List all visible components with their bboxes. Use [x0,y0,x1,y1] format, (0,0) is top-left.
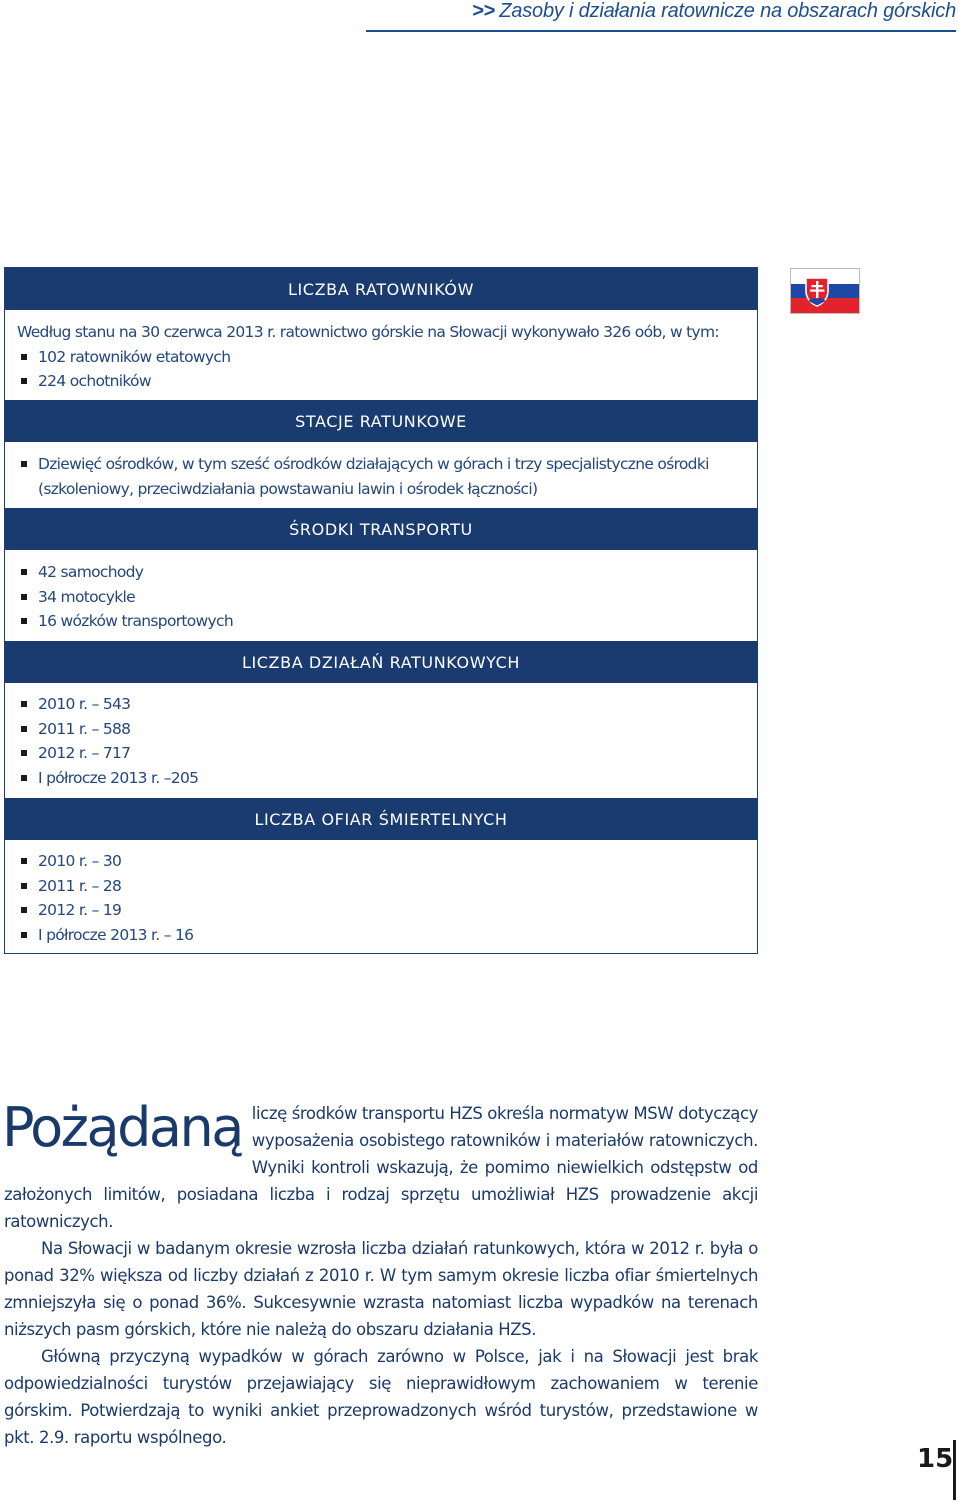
paragraph-2: Na Słowacji w badanym okresie wzrosła liczba działań ratunkowych, która w 2012 r. była o ponad 32% większa od liczby działań z 2010 r. W tym samym okresie liczba ofiar śmiertelnych zmniejszyła się o ponad 36%. Sukcesywnie wzrasta natomiast liczba wypadków na terenach niższych pasm górskich, które nie należą do obszaru działania HZS. [4,1239,758,1339]
running-header [472,0,956,23]
paragraph-1-text: liczę środków transportu HZS określa normatyw MSW dotyczący wyposażenia osobistego ratowników i materiałów ratowniczych. Wyniki kontroli wskazują, że pomimo niewielkich odstępstw od założonych limitów, posiadana liczba i rodzaj sprzętu umożliwiał HZS prowadzenie akcji ratowniczych. [4,1104,758,1231]
page-number-rule [953,1440,956,1500]
list-item: Dziewięć ośrodków, w tym sześć ośrodków działających w górach i trzy specjalistyczne ośrodki (szkoleniowy, przeciwdziałania powstawaniu lawin i ośrodek łączności) [17,452,743,501]
section-intro: Według stanu na 30 czerwca 2013 r. ratownictwo górskie na Słowacji wykonywało 326 oób, w tym: [17,323,719,341]
double-chevron-icon: >> [472,0,496,22]
section-body-liczba-dzialan [17,692,743,790]
running-header-title: Zasoby i działania ratownicze na obszarach górskich [499,0,956,22]
paragraph-1 [2,1096,758,1235]
paragraph-3: Główną przyczyną wypadków w górach zarówno w Polsce, jak i na Słowacji jest brak odpowiedzialności turystów przejawiający się nieprawidłowym zachowaniem w terenie górskim. Potwierdzają to wyniki ankiet przeprowadzonych wśród turystów, przedstawione w pkt. 2.9. raportu wspólnego. [4,1347,758,1447]
slovak-flag-icon [790,268,860,314]
section-header-srodki-transportu: ŚRODKI TRANSPORTU [5,508,757,550]
list-item: 2010 r. – 30 [17,849,743,874]
page-number: 15 [917,1444,954,1474]
list-item: 2010 r. – 543 [17,692,743,717]
list-item: 2011 r. – 588 [17,717,743,742]
section-header-liczba-ratownikow: LICZBA RATOWNIKÓW [5,268,757,310]
header-rule [366,30,956,32]
list-item: 2012 r. – 19 [17,898,743,923]
list-item: I półrocze 2013 r. – 16 [17,923,743,948]
section-header-stacje-ratunkowe: STACJE RATUNKOWE [5,400,757,442]
list-item: I półrocze 2013 r. –205 [17,766,743,791]
section-body-liczba-ofiar [17,849,743,947]
list-item: 2012 r. – 717 [17,741,743,766]
section-body-liczba-ratownikow [17,320,743,394]
section-header-liczba-dzialan: LICZBA DZIAŁAŃ RATUNKOWYCH [5,641,757,683]
info-box [4,267,758,954]
drop-word: Pożądaną [2,1096,242,1159]
list-item: 34 motocykle [17,585,743,610]
list-item: 102 ratowników etatowych [17,345,743,370]
section-header-liczba-ofiar: LICZBA OFIAR ŚMIERTELNYCH [5,798,757,840]
section-body-srodki-transportu [17,560,743,634]
list-item: 42 samochody [17,560,743,585]
body-text [2,1096,758,1451]
list-item: 16 wózków transportowych [17,609,743,634]
section-body-stacje-ratunkowe [17,452,743,501]
list-item: 224 ochotników [17,369,743,394]
list-item: 2011 r. – 28 [17,874,743,899]
